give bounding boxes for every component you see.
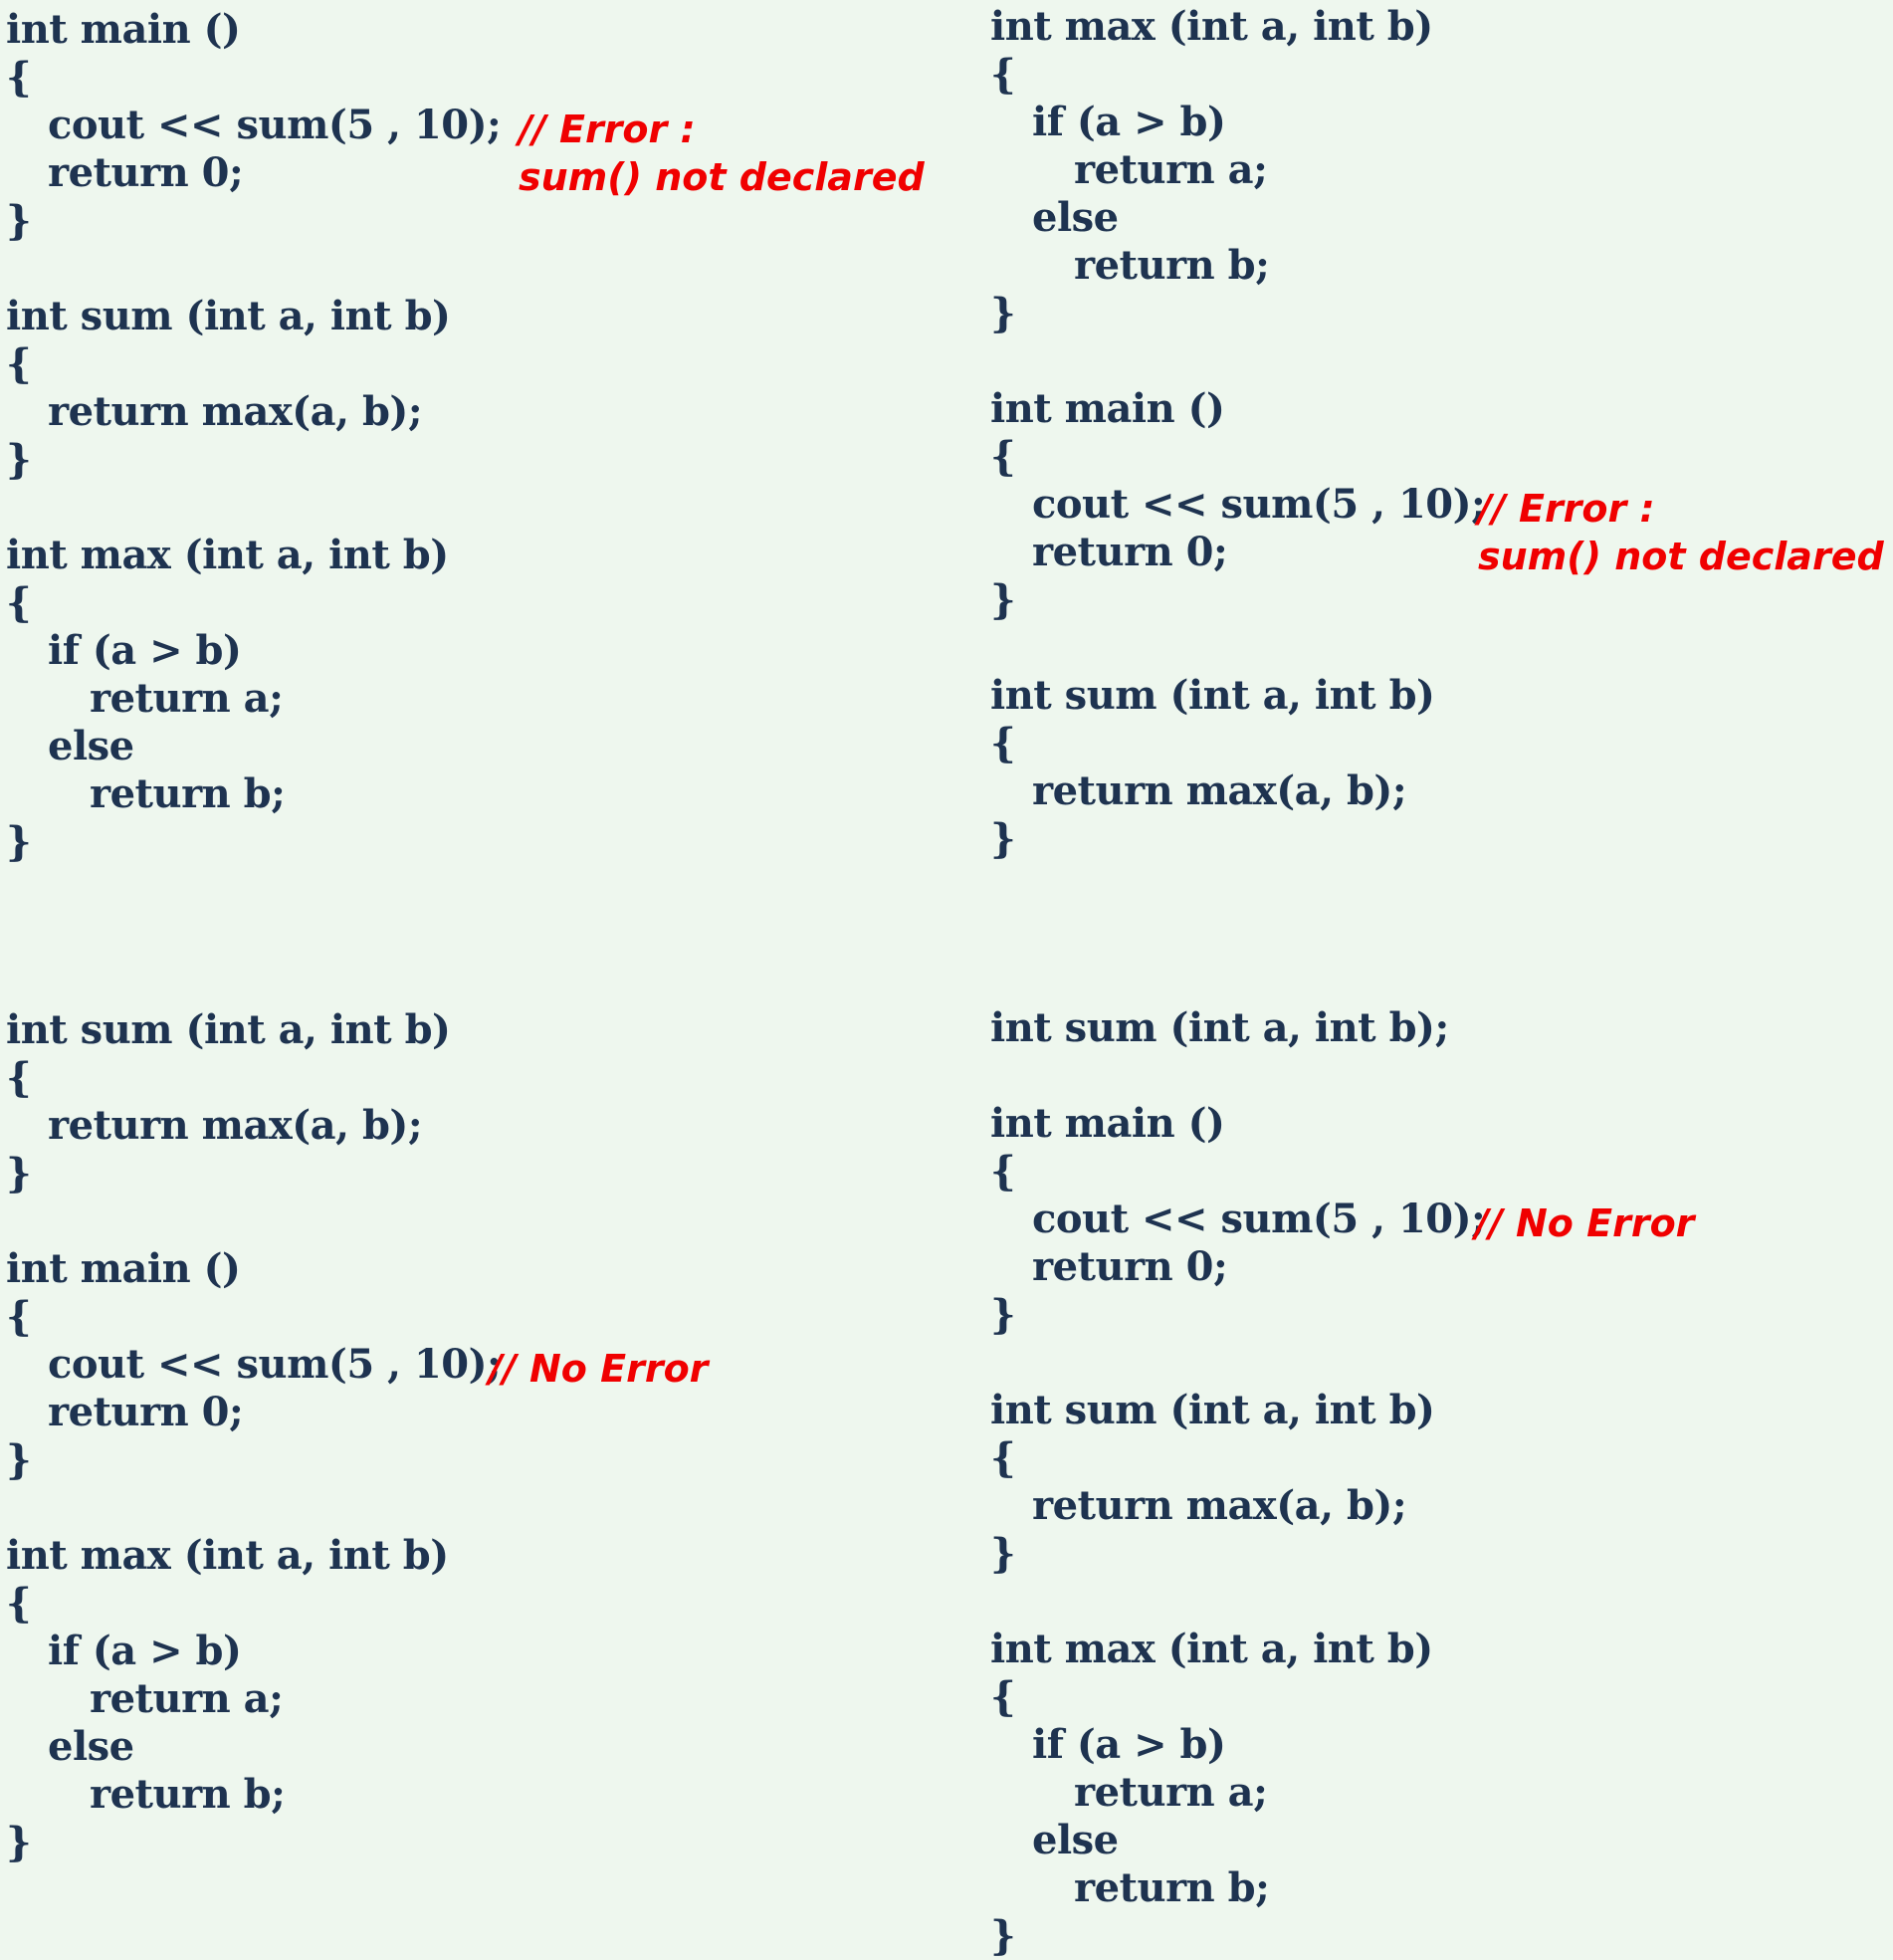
- code-text: cout << sum(5 , 10);: [48, 102, 502, 148]
- error-comment: // Error :: [519, 108, 696, 151]
- code-line: [6, 579, 501, 627]
- code-text: int max (int a, int b): [990, 1626, 1433, 1672]
- code-text: {: [990, 51, 1016, 98]
- error-comment: // No Error: [1475, 1201, 1695, 1245]
- code-text: if (a > b): [48, 627, 242, 674]
- blank-line: [6, 1484, 501, 1532]
- error-comment: sum() not declared: [519, 155, 925, 199]
- code-line: [6, 293, 501, 340]
- code-line: [6, 1723, 501, 1771]
- code-text: }: [990, 576, 1016, 623]
- code-line: [6, 627, 501, 675]
- code-text: }: [990, 1912, 1016, 1959]
- code-text: return 0;: [1032, 1243, 1228, 1290]
- code-text: }: [990, 1291, 1016, 1338]
- code-text: }: [6, 1819, 32, 1865]
- code-text: int max (int a, int b): [990, 3, 1433, 50]
- code-text: else: [1032, 194, 1119, 241]
- code-text: {: [990, 720, 1016, 766]
- error-comment: sum() not declared: [1478, 535, 1884, 578]
- code-line: [6, 1389, 501, 1436]
- code-line: [990, 1387, 1485, 1434]
- code-text: }: [6, 818, 32, 865]
- code-line: [990, 1482, 1485, 1530]
- code-line: [6, 436, 501, 484]
- code-text: return 0;: [48, 1389, 244, 1435]
- code-text: {: [6, 54, 32, 101]
- code-line: [990, 1721, 1485, 1769]
- code-text: int sum (int a, int b): [6, 1006, 451, 1053]
- code-text: return max(a, b);: [1032, 1482, 1407, 1529]
- code-line: [6, 1293, 501, 1341]
- code-text: }: [6, 1436, 32, 1483]
- code-line: [990, 672, 1485, 720]
- code-line: [990, 1100, 1485, 1148]
- code-line: [6, 1436, 501, 1484]
- code-text: }: [990, 815, 1016, 862]
- code-text: return max(a, b);: [48, 388, 423, 435]
- code-line: [990, 1530, 1485, 1578]
- code-text: }: [6, 436, 32, 483]
- code-line: [6, 1580, 501, 1628]
- code-text: return b;: [1074, 242, 1270, 289]
- code-text: return b;: [90, 1771, 286, 1818]
- blank-line: [990, 1339, 1485, 1387]
- code-line: [990, 1864, 1485, 1912]
- code-line: [6, 1675, 501, 1723]
- code-text: return max(a, b);: [48, 1102, 423, 1149]
- blank-line: [6, 245, 501, 293]
- code-text: return a;: [1074, 1769, 1268, 1816]
- code-line: [990, 1817, 1485, 1864]
- code-text: {: [6, 1054, 32, 1101]
- code-text: return 0;: [48, 149, 244, 196]
- code-text: {: [6, 1293, 32, 1340]
- code-text: return 0;: [1032, 529, 1228, 575]
- code-line: [6, 818, 501, 866]
- code-line: [990, 576, 1485, 624]
- code-text: else: [1032, 1817, 1119, 1863]
- code-line: [6, 1819, 501, 1866]
- code-line: [990, 1769, 1485, 1817]
- code-text: return max(a, b);: [1032, 767, 1407, 814]
- code-line: [6, 770, 501, 818]
- code-line: [6, 1054, 501, 1102]
- code-line: [990, 242, 1485, 290]
- blank-line: [6, 484, 501, 532]
- code-text: int main (): [6, 1245, 241, 1292]
- code-text: {: [990, 1673, 1016, 1720]
- code-text: if (a > b): [1032, 1721, 1226, 1768]
- code-line: [6, 1532, 501, 1580]
- code-line: [6, 6, 501, 54]
- code-line: [990, 51, 1485, 99]
- code-line: [990, 815, 1485, 863]
- code-line: [990, 720, 1485, 767]
- code-line: [6, 340, 501, 388]
- code-text: {: [990, 1434, 1016, 1481]
- code-text: if (a > b): [48, 1628, 242, 1674]
- code-line: [6, 102, 696, 151]
- code-line: [990, 767, 1485, 815]
- code-line: [990, 3, 1485, 51]
- code-line: [990, 1148, 1485, 1196]
- code-text: return b;: [90, 770, 286, 817]
- blank-line: [990, 1578, 1485, 1626]
- code-text: int max (int a, int b): [6, 532, 449, 578]
- code-text: cout << sum(5 , 10);: [1032, 481, 1486, 528]
- code-line: [6, 723, 501, 770]
- code-line: [990, 385, 1485, 433]
- blank-line: [6, 1198, 501, 1245]
- code-line: [990, 433, 1485, 481]
- code-text: cout << sum(5 , 10);: [1032, 1196, 1486, 1242]
- code-text: return b;: [1074, 1864, 1270, 1911]
- code-line: [6, 1771, 501, 1819]
- code-line: [6, 388, 501, 436]
- code-text: {: [6, 1580, 32, 1627]
- code-line: [6, 1341, 709, 1391]
- code-line: [990, 1291, 1485, 1339]
- code-text: }: [6, 1150, 32, 1197]
- code-text: int sum (int a, int b): [990, 1387, 1435, 1433]
- code-line: [6, 675, 501, 723]
- code-line: [990, 1673, 1485, 1721]
- error-comment: // Error :: [1478, 487, 1655, 531]
- code-line: [6, 197, 501, 245]
- code-text: int main (): [990, 385, 1225, 432]
- code-line: [990, 1004, 1485, 1052]
- code-panel-bottom-left: [6, 1006, 709, 1866]
- code-text: }: [990, 1530, 1016, 1577]
- code-text: int main (): [990, 1100, 1225, 1147]
- code-text: int sum (int a, int b): [6, 293, 451, 339]
- error-comment: // No Error: [489, 1347, 709, 1391]
- code-panel-bottom-right: [990, 1004, 1695, 1960]
- code-text: return a;: [90, 1675, 284, 1722]
- code-line: [990, 290, 1485, 337]
- blank-line: [990, 624, 1485, 672]
- code-text: {: [6, 579, 32, 626]
- code-line: [6, 1006, 501, 1054]
- code-text: int max (int a, int b): [6, 1532, 449, 1579]
- code-line: [6, 532, 501, 579]
- code-text: if (a > b): [1032, 99, 1226, 145]
- code-line: [990, 99, 1485, 146]
- code-text: {: [6, 340, 32, 387]
- code-line: [990, 1626, 1485, 1673]
- code-text: return a;: [1074, 146, 1268, 193]
- code-text: {: [990, 1148, 1016, 1195]
- code-line: [6, 149, 925, 199]
- code-line: [6, 1245, 501, 1293]
- code-text: int sum (int a, int b): [990, 672, 1435, 719]
- code-line: [990, 1196, 1695, 1245]
- code-text: }: [990, 290, 1016, 336]
- code-line: [6, 1150, 501, 1198]
- code-text: }: [6, 197, 32, 244]
- code-line: [6, 1102, 501, 1150]
- code-line: [6, 1628, 501, 1675]
- code-line: [990, 1912, 1485, 1960]
- code-line: [990, 529, 1884, 578]
- code-text: {: [990, 433, 1016, 480]
- code-line: [990, 146, 1485, 194]
- code-text: else: [48, 1723, 134, 1770]
- code-text: int sum (int a, int b);: [990, 1004, 1449, 1051]
- code-panel-top-right: [990, 3, 1884, 863]
- code-line: [990, 194, 1485, 242]
- code-panel-top-left: [6, 6, 925, 866]
- code-text: else: [48, 723, 134, 769]
- code-line: [990, 1434, 1485, 1482]
- code-line: [990, 481, 1655, 531]
- blank-line: [990, 1052, 1485, 1100]
- code-text: cout << sum(5 , 10);: [48, 1341, 502, 1388]
- code-text: return a;: [90, 675, 284, 722]
- blank-line: [990, 337, 1485, 385]
- code-line: [990, 1243, 1485, 1291]
- code-text: int main (): [6, 6, 241, 53]
- code-line: [6, 54, 501, 102]
